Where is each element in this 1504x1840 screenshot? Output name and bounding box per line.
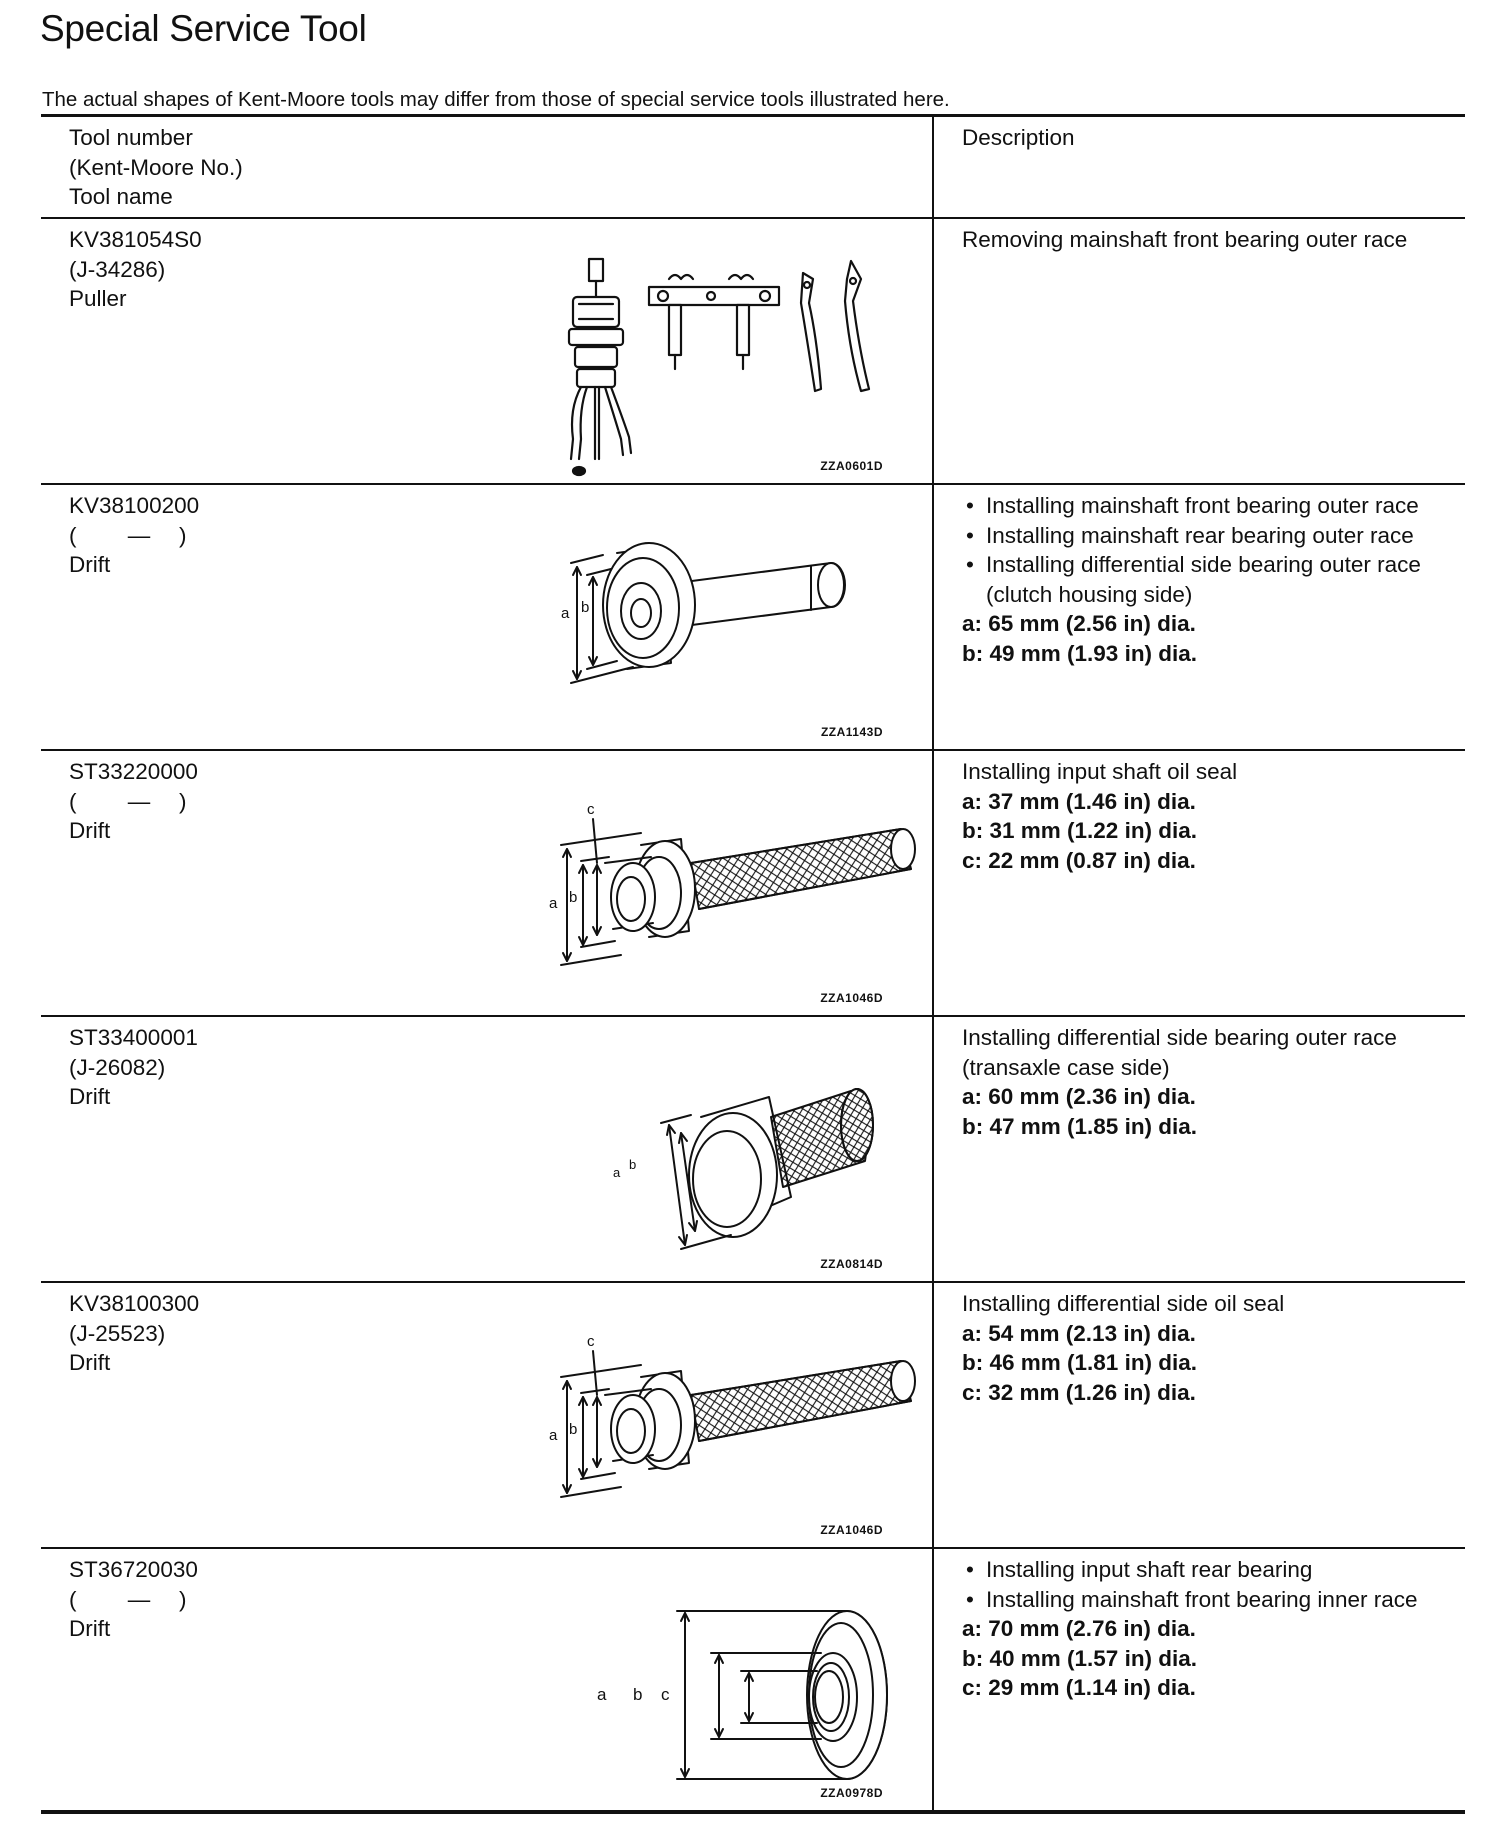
description-line: Installing differential side bearing outer race [962,1025,1397,1050]
dimension-label-c: c [661,1685,670,1704]
tool-description [962,491,1462,668]
description-bullet: • Installing mainshaft front bearing inner race [962,1585,1462,1615]
header-right [962,123,1462,153]
dimension-label-a: a [549,895,558,912]
tool-info [69,1555,198,1644]
dimension-label-a: a [561,605,570,622]
dimension-label-b: b [569,1421,578,1438]
header-description: Description [962,125,1075,150]
dimension-spec: b: 31 mm (1.22 in) dia. [962,818,1198,843]
header-left [69,123,243,212]
dimension-label-b: b [569,889,578,906]
dimension-spec: a: 37 mm (1.46 in) dia. [962,788,1196,814]
figure-code: ZZA1143D [820,725,883,739]
drift-illustration [541,799,941,979]
dimension-label-a: a [597,1685,607,1704]
dimension-label-b: b [633,1685,643,1704]
tool-name: Drift [69,1084,111,1109]
page-note: The actual shapes of Kent-Moore tools may differ from those of special service tools illustrated here. [42,88,950,111]
tool-name: Drift [69,1350,111,1375]
drift-illustration [541,533,941,713]
figure-code: ZZA0978D [820,1786,883,1800]
dimension-label-b: b [629,1157,637,1172]
header-kent-moore: (Kent-Moore No.) [69,154,243,180]
dimension-spec: a: 60 mm (2.36 in) dia. [962,1084,1196,1109]
table-row [41,483,1465,749]
table-row [41,1281,1465,1547]
tool-number: KV38100300 [69,1291,200,1316]
description-line: Installing input shaft oil seal [962,759,1238,784]
header-tool-number: Tool number [69,125,193,150]
dimension-spec: c: 22 mm (0.87 in) dia. [962,847,1196,873]
table-header-row [41,117,1465,217]
kent-moore-number: ( — ) [69,522,187,548]
dimension-label-a: a [549,1427,558,1444]
figure-code: ZZA0814D [820,1257,883,1271]
table-bottom-rule [41,1810,1465,1814]
figure-code: ZZA1046D [820,1523,883,1537]
dimension-spec: a: 65 mm (2.56 in) dia. [962,611,1196,636]
dimension-spec: b: 47 mm (1.85 in) dia. [962,1113,1198,1139]
figure-code: ZZA1046D [820,991,883,1005]
dimension-spec: b: 40 mm (1.57 in) dia. [962,1645,1198,1671]
description-bullet: • Installing input shaft rear bearing [962,1555,1462,1585]
tool-description [962,1289,1462,1407]
description-line: Removing mainshaft front bearing outer race [962,227,1408,252]
drift-illustration [601,1077,1001,1257]
tool-number: ST33220000 [69,759,198,784]
tool-description [962,225,1462,255]
dimension-spec: b: 49 mm (1.93 in) dia. [962,640,1198,666]
tool-name: Drift [69,1616,111,1641]
tool-name: Drift [69,818,111,843]
table-row [41,749,1465,1015]
kent-moore-number: (J-25523) [69,1320,166,1346]
tool-name: Drift [69,552,111,577]
figure-code: ZZA0601D [820,459,883,473]
dimension-label-a: a [613,1165,621,1180]
tool-number: KV38100200 [69,493,200,518]
kent-moore-number: (J-34286) [69,256,166,282]
description-bullet: • Installing mainshaft rear bearing outer race [962,521,1462,551]
dimension-spec: a: 54 mm (2.13 in) dia. [962,1320,1196,1346]
header-tool-name: Tool name [69,184,173,209]
tool-description [962,1555,1462,1703]
dimension-spec: b: 46 mm (1.81 in) dia. [962,1350,1198,1375]
dimension-spec: c: 29 mm (1.14 in) dia. [962,1675,1196,1700]
puller-illustration [551,259,951,479]
tool-description [962,757,1462,875]
kent-moore-number: ( — ) [69,1586,187,1612]
description-line: (transaxle case side) [962,1054,1170,1080]
dimension-label-c: c [587,801,595,818]
description-line: Installing differential side oil seal [962,1291,1285,1316]
kent-moore-number: ( — ) [69,788,187,814]
tool-name: Puller [69,286,127,311]
drift-illustration [597,1607,1001,1782]
table-row [41,1547,1465,1810]
dimension-label-c: c [587,1333,595,1350]
description-continuation: (clutch housing side) [986,581,1193,607]
tool-info [69,491,199,580]
dimension-spec: c: 32 mm (1.26 in) dia. [962,1379,1196,1405]
tool-info [69,225,202,314]
tool-info [69,1023,198,1112]
tool-number: KV381054S0 [69,227,202,252]
description-bullet: • Installing differential side bearing outer race [962,550,1462,580]
drift-illustration [541,1331,941,1511]
tool-description [962,1023,1462,1141]
page-title: Special Service Tool [40,8,367,49]
dimension-label-b: b [581,599,590,616]
kent-moore-number: (J-26082) [69,1054,166,1080]
description-bullet: • Installing mainshaft front bearing outer race [962,491,1462,521]
dimension-spec: a: 70 mm (2.76 in) dia. [962,1616,1196,1641]
table-row [41,217,1465,483]
table-row [41,1015,1465,1281]
tool-info [69,1289,199,1378]
tool-info [69,757,198,846]
tool-number: ST36720030 [69,1557,198,1582]
tool-number: ST33400001 [69,1025,198,1050]
